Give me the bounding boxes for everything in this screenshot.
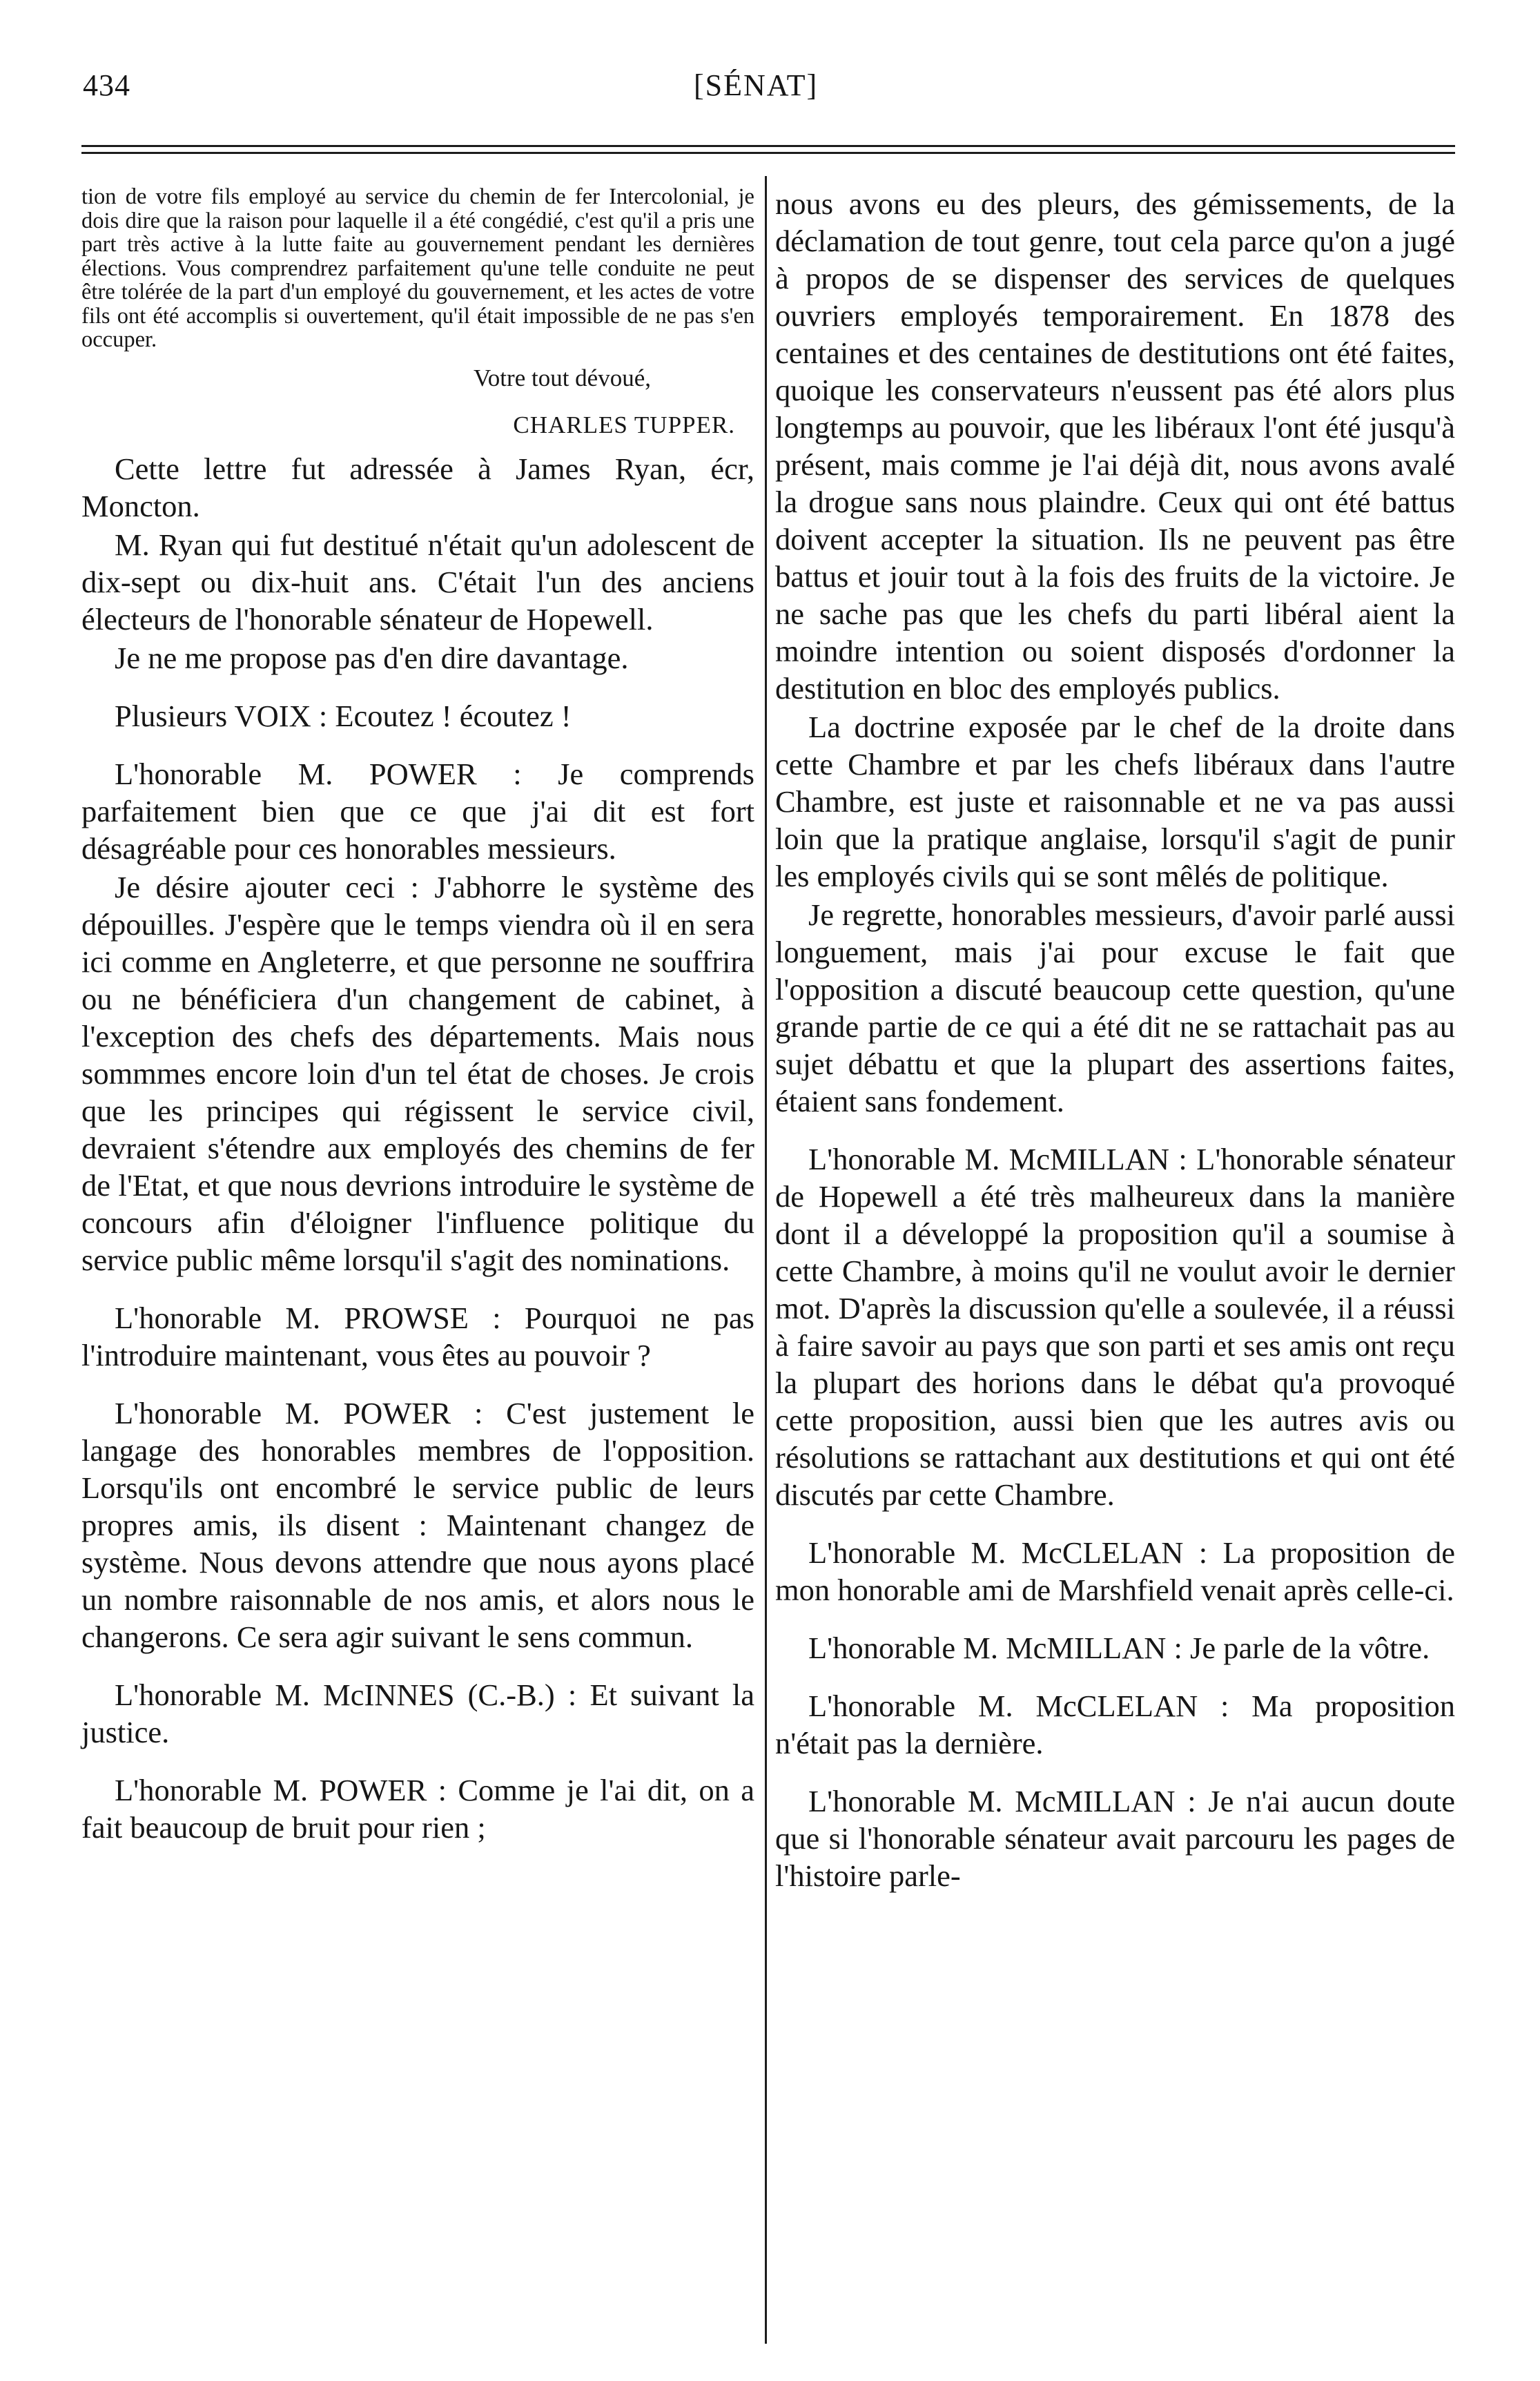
speaker-paragraph: L'honorable M. McINNES (C.-B.) : Et suivant la justice. xyxy=(81,1677,754,1749)
paragraph: Cette lettre fut adressée à James Ryan, écr, Moncton. xyxy=(81,451,754,523)
letter-salutation: Votre tout dévoué, xyxy=(474,364,651,391)
letter-signature: CHARLES TUPPER. xyxy=(513,411,735,438)
speaker-paragraph: L'honorable M. McMILLAN : L'honorable sénateur de Hopewell a été très malheureux dans la manière dont il a développé la proposition qu'il a soumise à cette Chambre, à moins qu'il ne voulut avoir le dernier mot. D'après la discussion qu'elle a soulevée, il a réussi à faire savoir au pays que son parti et ses amis ont reçu la plupart des horions dans le débat qu'a provoqué cette proposition, aussi bien que les autres avis ou résolutions se rattachant aux destitutions et qui ont été discutés par cette Chambre. xyxy=(775,1142,1455,1512)
left-column xyxy=(81,185,754,1846)
speaker-paragraph: Plusieurs VOIX : Ecoutez ! écoutez ! xyxy=(115,698,572,733)
speaker-paragraph: L'honorable M. McCLELAN : Ma proposition n'était pas la dernière. xyxy=(775,1689,1455,1760)
paragraph: Je désire ajouter ceci : J'abhorre le système des dépouilles. J'espère que le temps viendra où il en sera ici comme en Angleterre, et que personne ne souffrira ou ne bénéficiera d'un changement de cabinet, à l'exception des chefs des départements. Mais nous sommmes encore loin d'un tel état de choses. Je crois que les principes qui régissent le service civil, devraient s'étendre aux employés des chemins de fer de l'Etat, et que nous devrions introduire le système de concours afin d'éloigner l'influence politique du service public même lorsqu'il s'agit des nominations. xyxy=(81,869,754,1277)
speaker-paragraph: L'honorable M. POWER : Je comprends parfaitement bien que ce que j'ai dit est fort désagréable pour ces honorables messieurs. xyxy=(81,756,754,866)
letter-text: tion de votre fils employé au service du chemin de fer Intercolonial, je dois dire que la raison pour laquelle il a été congédié, c'est qu'il a pris une part très active à la lutte faite au gouvernement pendant les dernières élections. Vous comprendrez parfaitement qu'une telle conduite ne peut être tolérée de la part d'un employé du gouvernement, et les actes de votre fils ont été accomplis si ouvertement, qu'il était impossible de ne pas s'en occuper. xyxy=(81,184,754,352)
header-rule-bottom xyxy=(81,152,1455,154)
paragraph: Je regrette, honorables messieurs, d'avoir parlé aussi longuement, mais j'ai pour excuse le fait que l'opposition a discuté beaucoup cette question, qu'une grande partie de ce qui a été dit ne se rattachait pas au sujet débattu et que la plupart des assertions faites, étaient sans fondement. xyxy=(775,897,1455,1118)
paragraph: M. Ryan qui fut destitué n'était qu'un adolescent de dix-sept ou dix-huit ans. C'était l'un des anciens électeurs de l'honorable sénateur de Hopewell. xyxy=(81,527,754,636)
speaker-paragraph: L'honorable M. McMILLAN : Je parle de la vôtre. xyxy=(808,1631,1430,1665)
paragraph: Je ne me propose pas d'en dire davantage. xyxy=(115,640,629,675)
section-title: [SÉNAT] xyxy=(694,68,819,102)
speaker-paragraph: L'honorable M. McCLELAN : La proposition de mon honorable ami de Marshfield venait après celle-ci. xyxy=(775,1535,1455,1607)
paragraph: La doctrine exposée par le chef de la droite dans cette Chambre et par les chefs libéraux dans l'autre Chambre, est juste et raisonnable et ne va pas aussi loin que la pratique anglaise, lorsqu'il s'agit de punir les employés civils qui se sont mêlés de politique. xyxy=(775,710,1455,893)
speaker-paragraph: L'honorable M. PROWSE : Pourquoi ne pas l'introduire maintenant, vous êtes au pouvoir ? xyxy=(81,1300,754,1372)
page-number: 434 xyxy=(83,68,130,102)
paragraph-continued: nous avons eu des pleurs, des gémissements, de la déclamation de tout genre, tout cela parce qu'on a jugé à propos de se dispenser des services de quelques ouvriers employés temporairement. En 1878 des centaines et des centaines de destitutions ont été faites, quoique les conservateurs n'eussent pas été alors plus longtemps au pouvoir, que les libéraux l'ont été jusqu'à présent, mais comme je l'ai déjà dit, nous avons avalé la drogue sans nous plaindre. Ceux qui ont été battus doivent accepter la situation. Ils ne peuvent pas être battus et jouir tout à la fois des fruits de la victoire. Je ne sache pas que les chefs du parti libéral aient la moindre intention ou soient disposés d'ordonner la destitution en bloc des employés publics. xyxy=(775,186,1455,706)
speaker-paragraph: L'honorable M. McMILLAN : Je n'ai aucun doute que si l'honorable sénateur avait parcouru les pages de l'histoire parle- xyxy=(775,1784,1455,1893)
header-rule-top xyxy=(81,145,1455,147)
speaker-paragraph: L'honorable M. POWER : Comme je l'ai dit, on a fait beaucoup de bruit pour rien ; xyxy=(81,1772,754,1845)
right-column xyxy=(775,185,1455,1894)
column-divider xyxy=(765,176,767,2344)
speaker-paragraph: L'honorable M. POWER : C'est justement le langage des honorables membres de l'opposition. Lorsqu'ils ont encombré le service public de leurs propres amis, ils disent : Maintenant changez de système. Nous devons attendre que nous ayons placé un nombre raisonnable de nos amis, et alors nous le changerons. Ce sera agir suivant le sens commun. xyxy=(81,1395,754,1654)
